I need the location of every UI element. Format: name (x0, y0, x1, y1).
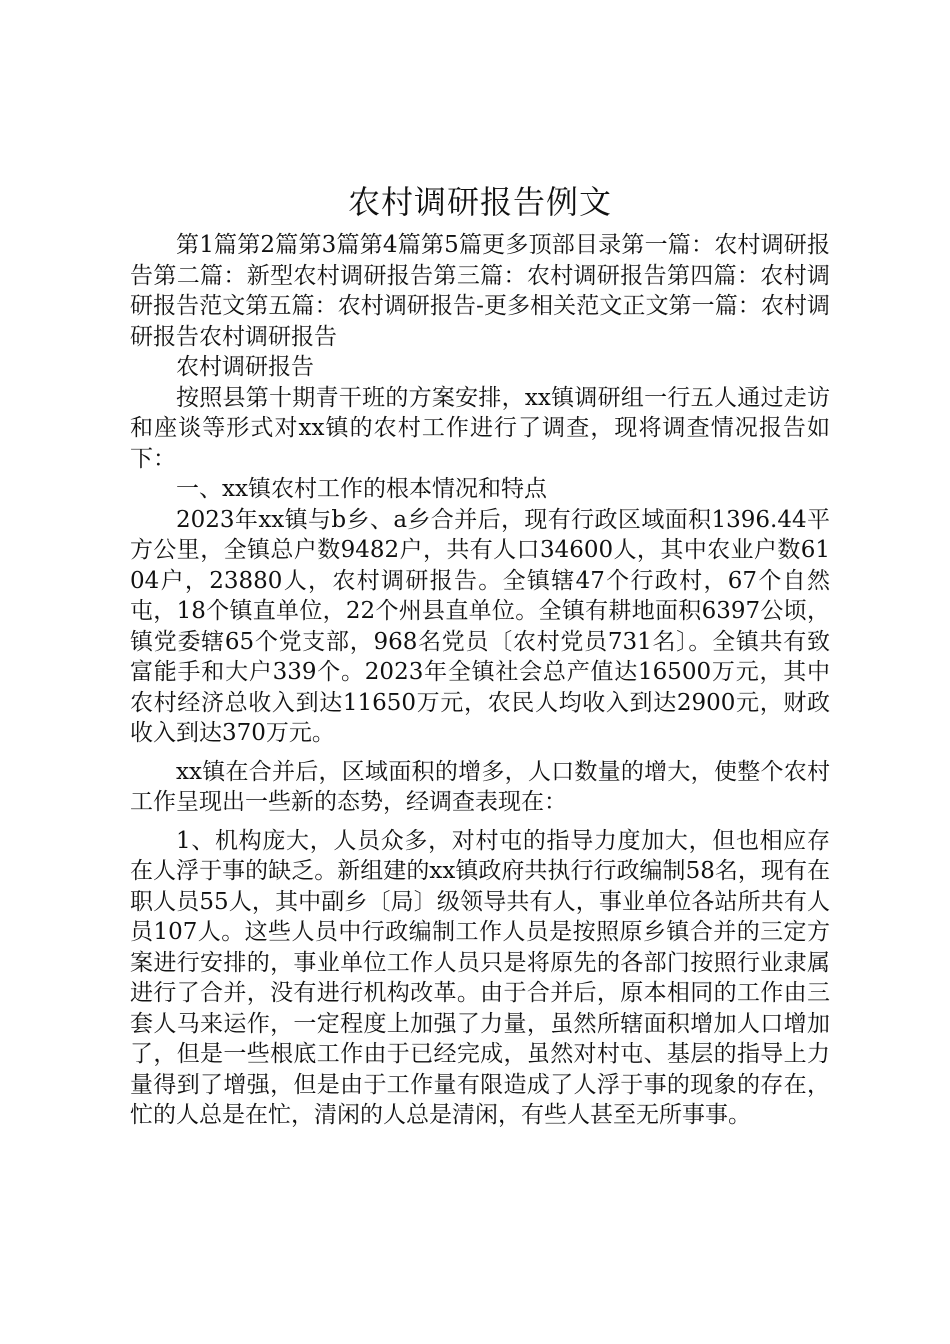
paragraph-situation: xx镇在合并后，区域面积的增多，人口数量的增大，使整个农村工作呈现出一些新的态势，经调查表现在： (130, 758, 830, 815)
document-title: 农村调研报告例文 (347, 183, 612, 221)
paragraph-overview: 2023年xx镇与b乡、a乡合并后，现有行政区域面积1396.44平方公里，全镇总户数9482户，共有人口34600人，其中农业户数6104户，23880人，农村调研报告。全镇辖47个行政村，67个自然屯，18个镇直单位，22个州县直单位。全镇有耕地面积6397公顷，镇党委辖65个党支部，968名党员〔农村党员731名〕。全镇共有致富能手和大户339个。2023年全镇社会总产值达16500万元，其中农村经济总收入到达11650万元，农民人均收入到达2900元，财政收入到达370万元。 (130, 506, 830, 746)
document-page (130, 180, 830, 1131)
paragraph-heading: 农村调研报告 (176, 354, 314, 380)
paragraph-toc: 第1篇第2篇第3篇第4篇第5篇更多顶部目录第一篇：农村调研报告第二篇：新型农村调研报告第三篇：农村调研报告第四篇：农村调研报告范文第五篇：农村调研报告-更多相关范文正文第一篇：农村调研报告农村调研报告 (130, 232, 830, 350)
paragraph-intro: 按照县第十期青干班的方案安排，xx镇调研组一行五人通过走访和座谈等形式对xx镇的农村工作进行了调查，现将调查情况报告如下： (130, 384, 830, 472)
paragraph-point-1: 1、机构庞大，人员众多，对村屯的指导力度加大，但也相应存在人浮于事的缺乏。新组建的xx镇政府共执行行政编制58名，现有在职人员55人，其中副乡〔局〕级领导共有人，事业单位各站所共有人员107人。这些人员中行政编制工作人员是按照原乡镇合并的三定方案进行安排的，事业单位工作人员只是将原先的各部门按照行业隶属进行了合并，没有进行机构改革。由于合并后，原本相同的工作由三套人马来运作，一定程度上加强了力量，虽然所辖面积增加人口增加了，但是一些根底工作由于已经完成，虽然对村屯、基层的指导上力量得到了增强，但是由于工作量有限造成了人浮于事的现象的存在，忙的人总是在忙，清闲的人总是清闲，有些人甚至无所事事。 (130, 827, 830, 1128)
section-heading: 一、xx镇农村工作的根本情况和特点 (176, 476, 547, 502)
